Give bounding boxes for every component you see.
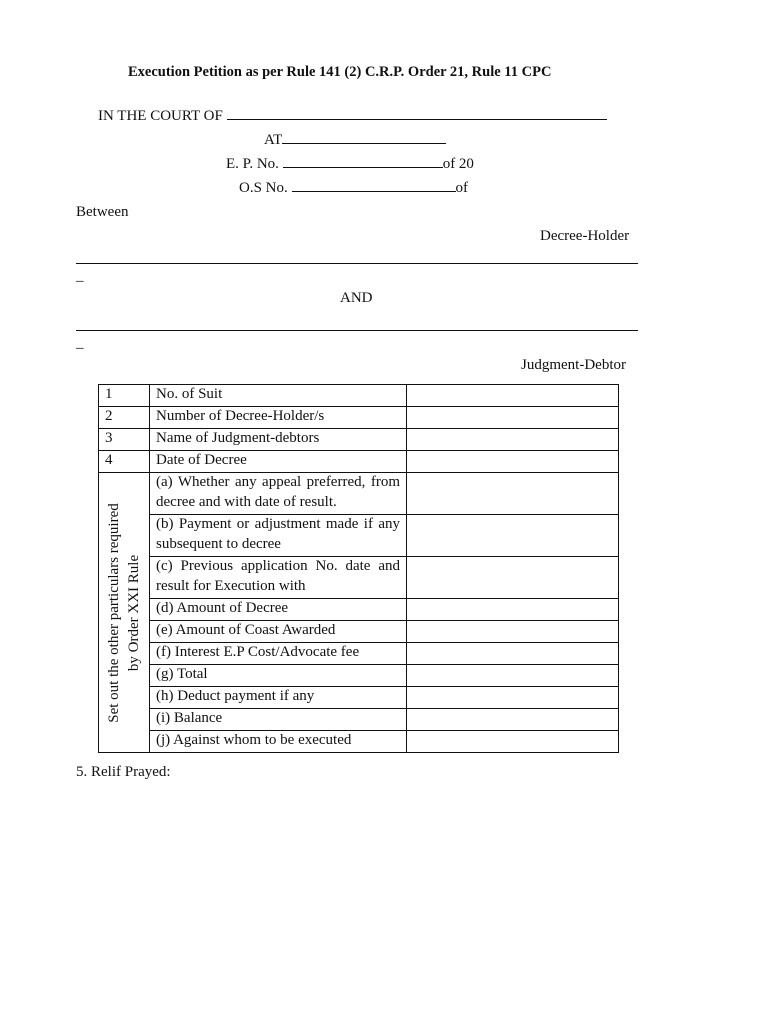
value-cell: [407, 687, 619, 709]
side-label-line-1: Set out the other particulars required: [106, 502, 122, 723]
row-number: 3: [99, 429, 150, 451]
side-label: [104, 503, 144, 723]
os-label: O.S No.: [239, 180, 288, 196]
ep-line: [226, 156, 474, 173]
at-line: [264, 132, 446, 149]
side-label-cell: [99, 473, 150, 753]
table-row: [99, 643, 619, 665]
document-title: Execution Petition as per Rule 141 (2) C.R.P. Order 21, Rule 11 CPC: [128, 64, 552, 80]
ep-label: E. P. No.: [226, 156, 279, 172]
table-row: [99, 687, 619, 709]
particular-label: (b) Payment or adjustment made if any subsequent to decree: [150, 515, 407, 557]
row-number: 4: [99, 451, 150, 473]
and-label: AND: [340, 290, 373, 306]
os-suffix: of: [455, 180, 469, 196]
value-cell: [407, 407, 619, 429]
at-blank: [282, 142, 446, 144]
table-row: [99, 599, 619, 621]
court-blank: [227, 118, 607, 120]
table-row: [99, 665, 619, 687]
particular-label: (c) Previous application No. date and result for Execution with: [150, 557, 407, 599]
row-label: No. of Suit: [150, 385, 407, 407]
table-row: [99, 385, 619, 407]
ep-blank: [283, 166, 443, 168]
table-row: [99, 429, 619, 451]
value-cell: [407, 599, 619, 621]
value-cell: [407, 557, 619, 599]
value-cell: [407, 665, 619, 687]
judgment-debtor-line: [76, 330, 638, 331]
particular-label: (g) Total: [150, 665, 407, 687]
value-cell: [407, 621, 619, 643]
ep-suffix: of 20: [442, 156, 474, 172]
at-label: AT: [264, 132, 283, 148]
row-label: Name of Judgment-debtors: [150, 429, 407, 451]
row-label: Date of Decree: [150, 451, 407, 473]
table-row: [99, 451, 619, 473]
decree-holder-label: Decree-Holder: [540, 228, 630, 244]
particular-label: (h) Deduct payment if any: [150, 687, 407, 709]
value-cell: [407, 709, 619, 731]
value-cell: [407, 473, 619, 515]
judgment-debtor-label: Judgment-Debtor: [521, 357, 626, 373]
table-row: [99, 557, 619, 599]
row-number: 2: [99, 407, 150, 429]
court-label: IN THE COURT OF: [98, 108, 223, 124]
os-blank: [292, 190, 456, 192]
value-cell: [407, 451, 619, 473]
table-row: [99, 621, 619, 643]
particulars-table: [98, 384, 619, 753]
table-row: [99, 709, 619, 731]
value-cell: [407, 385, 619, 407]
court-line: [98, 108, 607, 125]
between-label: Between: [76, 204, 129, 220]
row-label: Number of Decree-Holder/s: [150, 407, 407, 429]
side-label-line-2: by Order XXI Rule: [126, 554, 142, 671]
decree-holder-line: [76, 263, 638, 264]
table-row: [99, 515, 619, 557]
os-line: [239, 180, 468, 197]
particular-label: (e) Amount of Coast Awarded: [150, 621, 407, 643]
particular-label: (d) Amount of Decree: [150, 599, 407, 621]
table-row: [99, 731, 619, 753]
value-cell: [407, 643, 619, 665]
value-cell: [407, 731, 619, 753]
judgment-debtor-dash: _: [76, 335, 84, 351]
row-number: 1: [99, 385, 150, 407]
value-cell: [407, 515, 619, 557]
particular-label: (f) Interest E.P Cost/Advocate fee: [150, 643, 407, 665]
particular-label: (j) Against whom to be executed: [150, 731, 407, 753]
value-cell: [407, 429, 619, 451]
table-row: [99, 473, 619, 515]
particular-label: (a) Whether any appeal preferred, from decree and with date of result.: [150, 473, 407, 515]
decree-holder-dash: _: [76, 268, 84, 284]
table-row: [99, 407, 619, 429]
relief-prayed-label: 5. Relif Prayed:: [76, 764, 171, 780]
particular-label: (i) Balance: [150, 709, 407, 731]
